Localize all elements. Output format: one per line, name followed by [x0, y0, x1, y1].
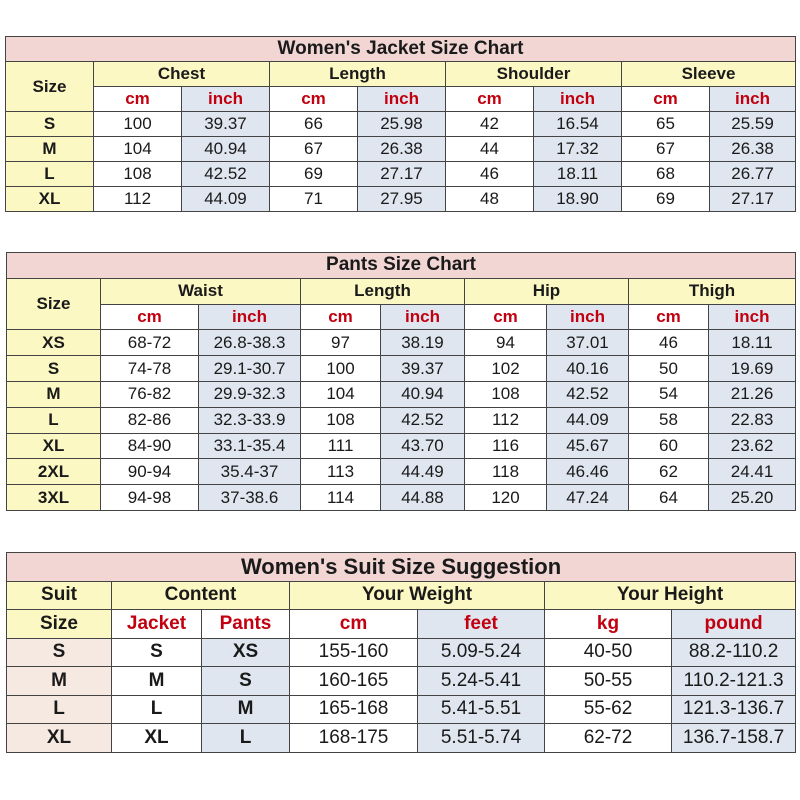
table-cell: S — [202, 667, 290, 696]
table-cell: 27.17 — [358, 162, 446, 187]
table-cell: 54 — [629, 381, 709, 407]
table-cell: 100 — [94, 112, 182, 137]
jacket-group-length: Length — [270, 62, 446, 87]
table-cell: 40.94 — [381, 381, 465, 407]
table-cell: 160-165 — [290, 667, 418, 696]
table-cell: 26.8-38.3 — [199, 330, 301, 356]
suit-group-weight: Your Weight — [290, 581, 545, 610]
table-cell: 112 — [465, 407, 547, 433]
table-cell: L — [202, 724, 290, 753]
table-cell: 18.90 — [534, 187, 622, 212]
row-size-label: XL — [7, 724, 112, 753]
suit-sub-kg: kg — [545, 610, 672, 639]
row-size-label: M — [7, 667, 112, 696]
table-cell: 84-90 — [101, 433, 199, 459]
pants-group-waist: Waist — [101, 278, 301, 304]
row-size-label: 3XL — [7, 485, 101, 511]
table-cell: 25.98 — [358, 112, 446, 137]
table-cell: 44.49 — [381, 459, 465, 485]
table-cell: 26.38 — [710, 137, 796, 162]
jacket-unit-cm: cm — [270, 87, 358, 112]
table-cell: 71 — [270, 187, 358, 212]
table-cell: 82-86 — [101, 407, 199, 433]
table-cell: 108 — [465, 381, 547, 407]
table-row — [7, 330, 796, 356]
table-cell: 26.77 — [710, 162, 796, 187]
table-cell: 42.52 — [547, 381, 629, 407]
table-cell: M — [112, 667, 202, 696]
table-cell: 37-38.6 — [199, 485, 301, 511]
suit-sub-pants: Pants — [202, 610, 290, 639]
table-row — [7, 381, 796, 407]
table-cell: 69 — [270, 162, 358, 187]
table-cell: 76-82 — [101, 381, 199, 407]
table-cell: 18.11 — [534, 162, 622, 187]
jacket-group-sleeve: Sleeve — [622, 62, 796, 87]
table-cell: 42.52 — [182, 162, 270, 187]
jacket-size-table — [5, 36, 796, 212]
suit-group-height: Your Height — [545, 581, 796, 610]
table-cell: 25.59 — [710, 112, 796, 137]
table-cell: 113 — [301, 459, 381, 485]
table-cell: S — [112, 638, 202, 667]
jacket-table-title: Women's Jacket Size Chart — [6, 37, 796, 62]
table-cell: 69 — [622, 187, 710, 212]
table-cell: 44.09 — [547, 407, 629, 433]
table-row — [7, 667, 796, 696]
table-row — [7, 724, 796, 753]
table-cell: 88.2-110.2 — [672, 638, 796, 667]
table-cell: 42.52 — [381, 407, 465, 433]
table-cell: 48 — [446, 187, 534, 212]
pants-group-length: Length — [301, 278, 465, 304]
pants-unit-cm: cm — [629, 304, 709, 330]
table-cell: 120 — [465, 485, 547, 511]
table-cell: 110.2-121.3 — [672, 667, 796, 696]
table-row — [7, 356, 796, 382]
table-row — [7, 638, 796, 667]
pants-unit-inch: inch — [709, 304, 796, 330]
row-size-label: L — [6, 162, 94, 187]
table-cell: 40.16 — [547, 356, 629, 382]
row-size-label: L — [7, 695, 112, 724]
table-row — [7, 459, 796, 485]
table-cell: 67 — [622, 137, 710, 162]
table-cell: 65 — [622, 112, 710, 137]
table-cell: 100 — [301, 356, 381, 382]
pants-unit-inch: inch — [199, 304, 301, 330]
table-cell: 27.17 — [710, 187, 796, 212]
table-cell: 66 — [270, 112, 358, 137]
pants-unit-inch: inch — [381, 304, 465, 330]
table-row — [7, 433, 796, 459]
table-cell: 27.95 — [358, 187, 446, 212]
table-cell: 47.24 — [547, 485, 629, 511]
table-cell: 39.37 — [182, 112, 270, 137]
pants-size-table — [6, 252, 796, 511]
table-cell: 33.1-35.4 — [199, 433, 301, 459]
table-cell: 64 — [629, 485, 709, 511]
table-cell: XS — [202, 638, 290, 667]
table-cell: 44.88 — [381, 485, 465, 511]
table-cell: 62-72 — [545, 724, 672, 753]
row-size-label: XL — [7, 433, 101, 459]
row-size-label: L — [7, 407, 101, 433]
table-cell: 46 — [629, 330, 709, 356]
table-row — [7, 407, 796, 433]
jacket-group-chest: Chest — [94, 62, 270, 87]
table-cell: 104 — [94, 137, 182, 162]
table-row — [6, 137, 796, 162]
jacket-unit-inch: inch — [358, 87, 446, 112]
suit-sub-feet: feet — [418, 610, 545, 639]
jacket-unit-cm: cm — [622, 87, 710, 112]
table-cell: 22.83 — [709, 407, 796, 433]
table-cell: M — [202, 695, 290, 724]
suit-size-table — [6, 552, 796, 753]
table-cell: 25.20 — [709, 485, 796, 511]
table-row — [6, 112, 796, 137]
table-cell: 21.26 — [709, 381, 796, 407]
row-size-label: S — [7, 356, 101, 382]
jacket-unit-cm: cm — [94, 87, 182, 112]
table-cell: 108 — [94, 162, 182, 187]
jacket-size-header: Size — [6, 62, 94, 112]
table-cell: 68 — [622, 162, 710, 187]
table-cell: 108 — [301, 407, 381, 433]
pants-unit-cm: cm — [301, 304, 381, 330]
table-cell: 74-78 — [101, 356, 199, 382]
table-cell: 168-175 — [290, 724, 418, 753]
table-row — [6, 187, 796, 212]
jacket-group-shoulder: Shoulder — [446, 62, 622, 87]
table-cell: XL — [112, 724, 202, 753]
pants-unit-inch: inch — [547, 304, 629, 330]
table-cell: 43.70 — [381, 433, 465, 459]
table-cell: 44.09 — [182, 187, 270, 212]
suit-group-content: Content — [112, 581, 290, 610]
suit-sub-cm: cm — [290, 610, 418, 639]
table-cell: 32.3-33.9 — [199, 407, 301, 433]
table-cell: 40-50 — [545, 638, 672, 667]
row-size-label: M — [7, 381, 101, 407]
row-size-label: S — [7, 638, 112, 667]
table-cell: 46 — [446, 162, 534, 187]
table-cell: 46.46 — [547, 459, 629, 485]
table-cell: 112 — [94, 187, 182, 212]
row-size-label: 2XL — [7, 459, 101, 485]
table-cell: 23.62 — [709, 433, 796, 459]
table-cell: 35.4-37 — [199, 459, 301, 485]
jacket-unit-cm: cm — [446, 87, 534, 112]
jacket-unit-inch: inch — [710, 87, 796, 112]
table-cell: 19.69 — [709, 356, 796, 382]
table-cell: 111 — [301, 433, 381, 459]
pants-group-hip: Hip — [465, 278, 629, 304]
table-cell: 50 — [629, 356, 709, 382]
table-cell: 114 — [301, 485, 381, 511]
row-size-label: XL — [6, 187, 94, 212]
table-cell: 94-98 — [101, 485, 199, 511]
suit-size-header-bottom: Size — [7, 610, 112, 639]
jacket-unit-inch: inch — [534, 87, 622, 112]
table-cell: 5.41-5.51 — [418, 695, 545, 724]
row-size-label: M — [6, 137, 94, 162]
pants-group-thigh: Thigh — [629, 278, 796, 304]
table-cell: 16.54 — [534, 112, 622, 137]
table-cell: 67 — [270, 137, 358, 162]
table-cell: 17.32 — [534, 137, 622, 162]
table-cell: 5.51-5.74 — [418, 724, 545, 753]
suit-sub-pound: pound — [672, 610, 796, 639]
jacket-unit-inch: inch — [182, 87, 270, 112]
row-size-label: XS — [7, 330, 101, 356]
table-cell: 18.11 — [709, 330, 796, 356]
table-cell: 50-55 — [545, 667, 672, 696]
table-cell: 39.37 — [381, 356, 465, 382]
table-cell: 42 — [446, 112, 534, 137]
table-cell: 104 — [301, 381, 381, 407]
table-cell: 38.19 — [381, 330, 465, 356]
table-cell: 37.01 — [547, 330, 629, 356]
table-cell: 116 — [465, 433, 547, 459]
pants-unit-cm: cm — [465, 304, 547, 330]
table-cell: 5.09-5.24 — [418, 638, 545, 667]
table-row — [7, 485, 796, 511]
row-size-label: S — [6, 112, 94, 137]
table-cell: L — [112, 695, 202, 724]
suit-sub-jacket: Jacket — [112, 610, 202, 639]
table-cell: 90-94 — [101, 459, 199, 485]
pants-size-header: Size — [7, 278, 101, 330]
suit-size-header-top: Suit — [7, 581, 112, 610]
table-cell: 5.24-5.41 — [418, 667, 545, 696]
table-cell: 55-62 — [545, 695, 672, 724]
table-cell: 94 — [465, 330, 547, 356]
table-cell: 60 — [629, 433, 709, 459]
table-cell: 29.9-32.3 — [199, 381, 301, 407]
table-cell: 40.94 — [182, 137, 270, 162]
table-cell: 118 — [465, 459, 547, 485]
table-cell: 26.38 — [358, 137, 446, 162]
table-cell: 155-160 — [290, 638, 418, 667]
table-cell: 97 — [301, 330, 381, 356]
table-cell: 58 — [629, 407, 709, 433]
table-cell: 68-72 — [101, 330, 199, 356]
table-cell: 62 — [629, 459, 709, 485]
suit-table-title: Women's Suit Size Suggestion — [7, 553, 796, 582]
pants-table-title: Pants Size Chart — [7, 253, 796, 279]
table-cell: 45.67 — [547, 433, 629, 459]
table-row — [7, 695, 796, 724]
table-cell: 136.7-158.7 — [672, 724, 796, 753]
table-cell: 44 — [446, 137, 534, 162]
table-cell: 24.41 — [709, 459, 796, 485]
table-cell: 165-168 — [290, 695, 418, 724]
table-cell: 121.3-136.7 — [672, 695, 796, 724]
pants-unit-cm: cm — [101, 304, 199, 330]
table-row — [6, 162, 796, 187]
table-cell: 29.1-30.7 — [199, 356, 301, 382]
table-cell: 102 — [465, 356, 547, 382]
